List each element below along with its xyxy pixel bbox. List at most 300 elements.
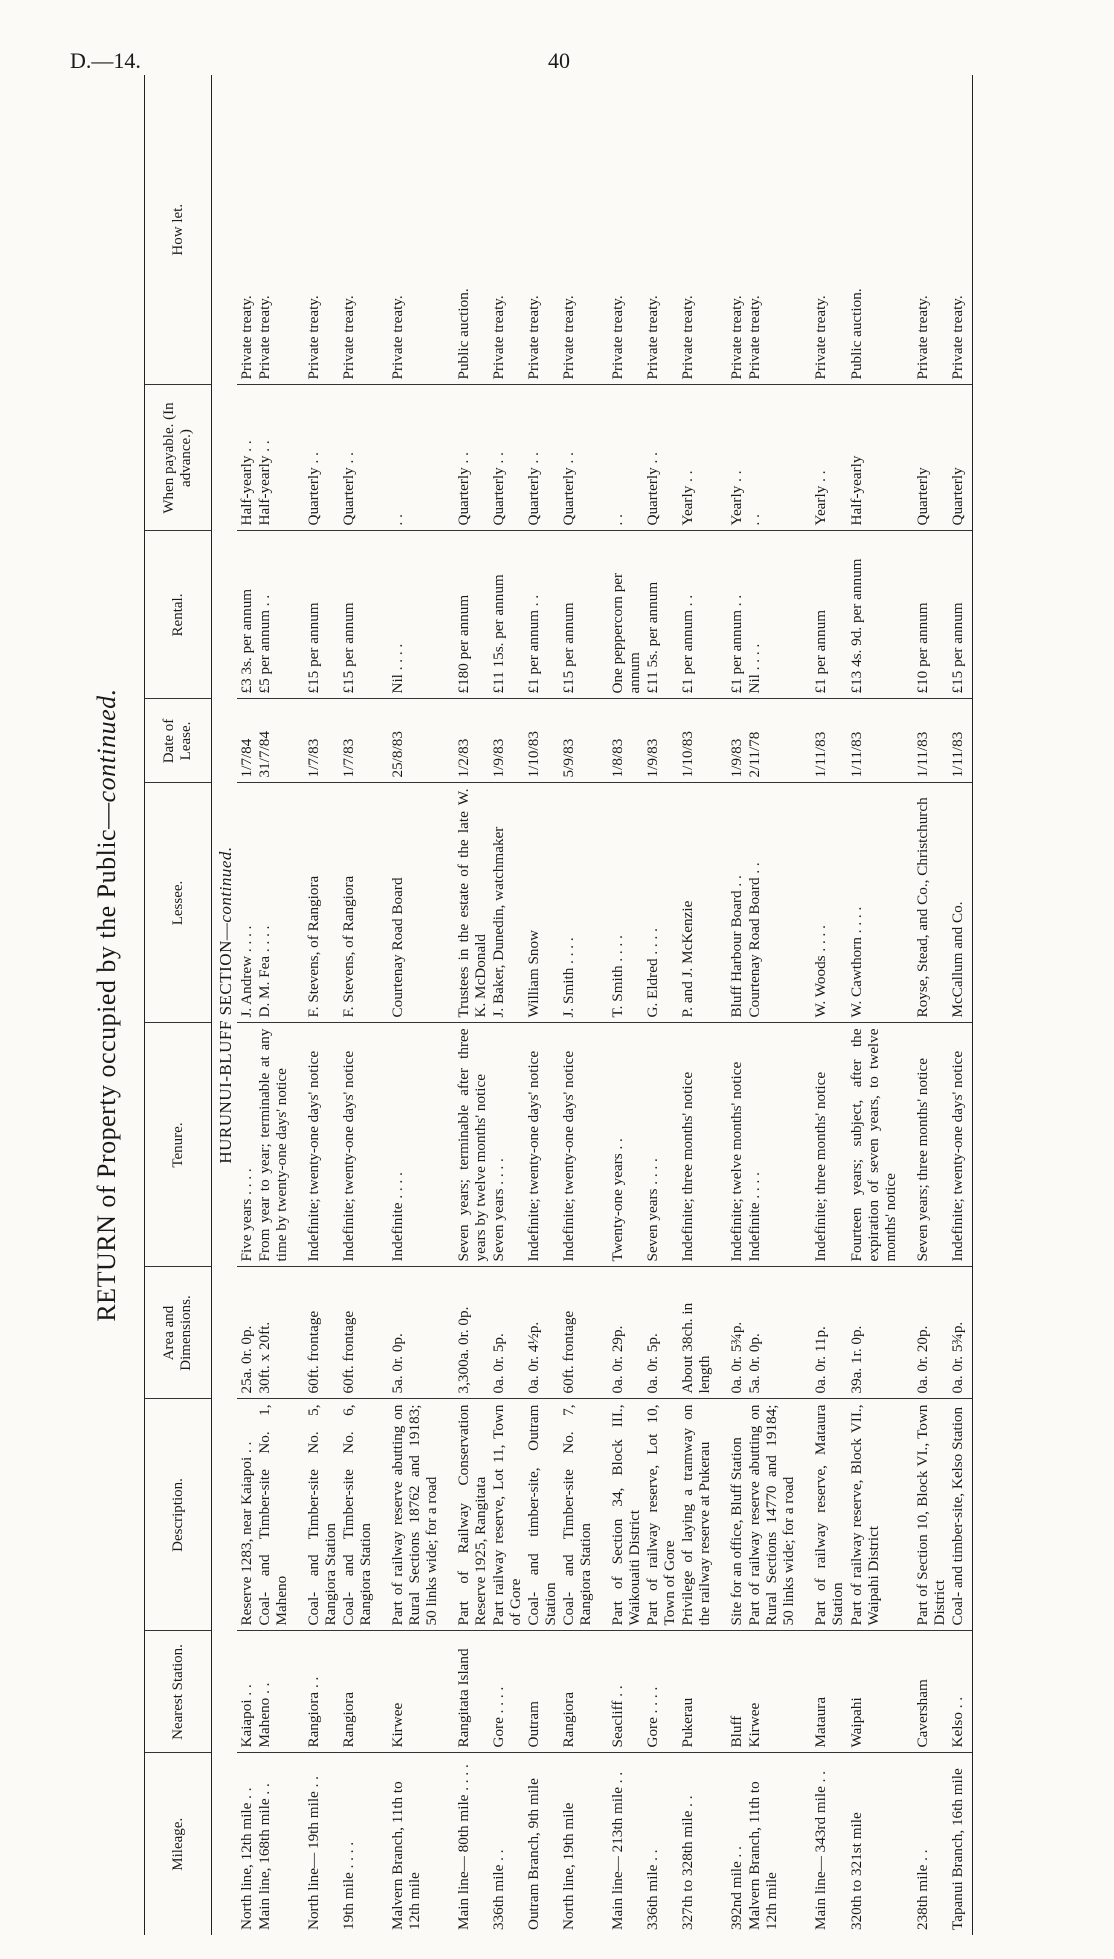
cell-payable: . . [388,385,440,531]
table-row [339,75,374,1935]
cell-mileage: 392nd mile . . [728,1846,746,1930]
spacer-cell [290,1399,304,1631]
spacer-cell [899,1631,913,1753]
spacer-cell [713,385,727,531]
spacer-cell [594,531,608,699]
cell-description: Coal- and Timber-site No. 7, Rangiora Station [559,1399,594,1631]
cell-description: Coal- and Timber-site No. 5, Rangiora Station [304,1399,339,1631]
row-spacer [713,75,727,1935]
spacer-cell [440,699,454,783]
cell-description: Coal- and timber-site, Kelso Station [948,1399,973,1631]
cell-lessee: W. Cawthorn . . . . [847,783,899,1023]
spacer-cell [594,75,608,385]
spacer-cell [797,783,811,1023]
spacer-cell [290,531,304,699]
cell-date: 1/11/83 [811,699,846,783]
cell-area: 0a. 0r. 29p. [608,1267,643,1399]
cell-description: Part railway reserve, Lot 11, Town of Gore [489,1399,524,1631]
cell-date: 1/7/83 [339,699,374,783]
cell-rental: £1 per annum . . [727,531,745,699]
cell-tenure: Indefinite; twenty-one days' notice [304,1023,339,1267]
row-spacer [374,75,388,1935]
table-row [727,75,745,1935]
column-header: Area and Dimensions. [145,1267,212,1399]
cell-mileage: 327th to 328th mile . . [679,1795,697,1930]
spacer-cell [290,1023,304,1267]
cell-mileage: 336th mile . . [490,1849,508,1930]
spacer-cell [899,1399,913,1631]
column-header: Date of Lease. [145,699,212,783]
spacer-cell [797,1399,811,1631]
cell-mileage: North line— 19th mile . . [305,1776,323,1930]
cell-how: Private treaty. [559,75,594,385]
cell-how: Private treaty. [913,75,948,385]
cell-station: Kirwee [388,1631,440,1753]
cell-payable: Half-yearly [847,385,899,531]
spacer-cell [899,531,913,699]
spacer-cell [594,1023,608,1267]
spacer-cell [797,1267,811,1399]
spacer-cell [899,1267,913,1399]
cell-tenure: Indefinite; twenty-one days' notice [559,1023,594,1267]
cell-station: Kelso . . [948,1631,973,1753]
cell-rental: £11 15s. per annum [489,531,524,699]
cell-station: Waipahi [847,1631,899,1753]
table-row [608,75,643,1935]
cell-mileage: Main line— 80th mile . . . . [455,1764,473,1930]
cell-payable: Half-yearly . . [255,385,290,531]
cell-area: 25a. 0r. 0p. [237,1267,255,1399]
cell-station: Bluff [727,1631,745,1753]
cell-rental: £15 per annum [304,531,339,699]
cell-area: 0a. 0r. 5¾p. [727,1267,745,1399]
cell-how: Private treaty. [524,75,559,385]
spacer-cell [713,1631,727,1753]
cell-lessee: Courtenay Road Board . . [745,783,797,1023]
cell-area: 0a. 0r. 11p. [811,1267,846,1399]
cell-description: Coal- and Timber-site No. 1, Maheno [255,1399,290,1631]
table-row [388,75,440,1935]
cell-how: Private treaty. [678,75,713,385]
spacer-cell [374,1267,388,1399]
spacer-cell [440,1267,454,1399]
cell-description: Part of railway reserve, Mataura Station [811,1399,846,1631]
cell-how: Private treaty. [948,75,973,385]
cell-date: 1/11/83 [847,699,899,783]
cell-mileage: North line, 12th mile . . [238,1787,256,1930]
spacer-cell [797,75,811,385]
rotated-page-content [48,75,1058,1935]
cell-date: 2/11/78 [745,699,797,783]
cell-mileage: Main line— 213th mile . . [609,1771,627,1930]
column-header: Lessee. [145,783,212,1023]
spacer-cell [440,75,454,385]
spacer-cell [713,699,727,783]
section-name: HURUNUI-BLUFF SECTION— [216,922,235,1164]
cell-description: Part of Railway Conservation Reserve 1925, Rangitata [454,1399,489,1631]
cell-station: Rangiora [339,1631,374,1753]
cell-area: 0a. 0r. 4½p. [524,1267,559,1399]
spacer-cell [374,1631,388,1753]
cell-date: 1/2/83 [454,699,489,783]
cell-lessee: J. Baker, Dunedin, watchmaker [489,783,524,1023]
spacer-cell [374,783,388,1023]
spacer-cell [899,1753,913,1935]
cell-lessee: G. Eldred . . . . [643,783,678,1023]
cell-lessee: Courtenay Road Board [388,783,440,1023]
spacer-cell [899,1023,913,1267]
cell-payable: Quarterly . . [339,385,374,531]
page-title [92,75,122,1935]
cell-how: Private treaty. [388,75,440,385]
cell-tenure: Indefinite; twenty-one days' notice [339,1023,374,1267]
cell-date: 1/9/83 [489,699,524,783]
spacer-cell [290,1753,304,1935]
row-spacer [290,75,304,1935]
cell-description: Site for an office, Bluff Station [727,1399,745,1631]
column-header: Mileage. [145,1753,212,1935]
cell-how: Private treaty. [608,75,643,385]
cell-description: Part of Section 34, Block III., Waikouaiti District [608,1399,643,1631]
cell-station: Gore . . . . [489,1631,524,1753]
cell-station: Mataura [811,1631,846,1753]
cell-date: 1/9/83 [727,699,745,783]
cell-tenure: Five years . . . . [237,1023,255,1267]
cell-area: 60ft. frontage [339,1267,374,1399]
spacer-cell [713,1399,727,1631]
section-heading-row [212,75,238,1935]
cell-how: Private treaty. [237,75,255,385]
table-row [304,75,339,1935]
cell-area: 0a. 0r. 5¾p. [948,1267,973,1399]
cell-payable: Quarterly . . [489,385,524,531]
cell-lessee: McCallum and Co. [948,783,973,1023]
spacer-cell [290,783,304,1023]
cell-date: 1/7/84 [237,699,255,783]
spacer-cell [594,1267,608,1399]
document-reference: D.—14. [70,48,141,73]
spacer-cell [440,385,454,531]
spacer-cell [594,1399,608,1631]
header-row [145,75,212,1935]
cell-station: Maheno . . [255,1631,290,1753]
spacer-cell [440,1399,454,1631]
cell-tenure: Indefinite; twenty-one days' notice [948,1023,973,1267]
cell-payable: Quarterly . . [643,385,678,531]
cell-rental: £10 per annum [913,531,948,699]
cell-station: Rangiora [559,1631,594,1753]
cell-date: 5/9/83 [559,699,594,783]
table-row [643,75,678,1935]
table-header [145,75,212,1935]
cell-rental: £15 per annum [339,531,374,699]
cell-rental: £1 per annum [811,531,846,699]
table-row [489,75,524,1935]
cell-station: Gore . . . . [643,1631,678,1753]
cell-lessee: D. M. Fea . . . . [255,783,290,1023]
cell-description: Reserve 1283, near Kaiapoi . . [237,1399,255,1631]
table-row [524,75,559,1935]
cell-payable: Quarterly [913,385,948,531]
cell-tenure: Seven years; terminable after three years by twelve months' notice [454,1023,489,1267]
cell-how: Private treaty. [489,75,524,385]
cell-how: Public auction. [454,75,489,385]
cell-rental: £1 per annum . . [678,531,713,699]
cell-description: Coal- and Timber-site No. 6, Rangiora Station [339,1399,374,1631]
cell-area: 5a. 0r. 0p. [745,1267,797,1399]
cell-mileage: Malvern Branch, 11th to 12th mile [746,1781,781,1930]
spacer-cell [290,385,304,531]
spacer-cell [440,531,454,699]
spacer-cell [290,1631,304,1753]
cell-date: 25/8/83 [388,699,440,783]
cell-lessee: Trustees in the estate of the late W. K. McDonald [454,783,489,1023]
cell-station: Kaiapoi . . [237,1631,255,1753]
title-main: RETURN of Property occupied by the Public— [92,802,121,1322]
cell-how: Private treaty. [304,75,339,385]
cell-tenure: From year to year; terminable at any time by twenty-one days' notice [255,1023,290,1267]
cell-payable: Yearly . . [811,385,846,531]
cell-date: 1/11/83 [948,699,973,783]
cell-lessee: Bluff Harbour Board . . [727,783,745,1023]
cell-station: Pukerau [678,1631,713,1753]
cell-mileage: 238th mile . . [913,1849,931,1930]
cell-payable: Quarterly . . [304,385,339,531]
cell-mileage: Outram Branch, 9th mile [525,1778,543,1930]
spacer-cell [290,75,304,385]
cell-mileage: Tapanui Branch, 16th mile [948,1753,973,1935]
cell-lessee: William Snow [524,783,559,1023]
row-spacer [594,75,608,1935]
column-header: Description. [145,1399,212,1631]
cell-date: 1/10/83 [678,699,713,783]
cell-mileage: 19th mile . . . . [340,1841,358,1930]
cell-description: Part of railway reserve, Block VII., Waipahi District [847,1399,899,1631]
cell-lessee: T. Smith . . . . [608,783,643,1023]
cell-lessee: Royse, Stead, and Co., Christchurch [913,783,948,1023]
row-spacer [899,75,913,1935]
cell-payable: Quarterly . . [454,385,489,531]
spacer-cell [797,531,811,699]
cell-tenure: Indefinite; three months' notice [811,1023,846,1267]
title-italic: continued. [92,688,121,803]
spacer-cell [899,699,913,783]
spacer-cell [290,699,304,783]
cell-rental: £15 per annum [948,531,973,699]
cell-tenure: Indefinite . . . . [745,1023,797,1267]
spacer-cell [594,1753,608,1935]
cell-description: Privilege of laying a tramway on the railway reserve at Pukerau [678,1399,713,1631]
cell-how: Private treaty. [811,75,846,385]
spacer-cell [797,1631,811,1753]
cell-how: Private treaty. [727,75,745,385]
cell-payable: . . [745,385,797,531]
cell-rental: £1 per annum . . [524,531,559,699]
cell-lessee: F. Stevens, of Rangiora [304,783,339,1023]
cell-date: 31/7/84 [255,699,290,783]
spacer-cell [440,783,454,1023]
cell-mileage: Main line, 168th mile . . [256,1783,274,1930]
cell-rental: £13 4s. 9d. per annum [847,531,899,699]
cell-mileage: 320th to 321st mile [847,1812,865,1930]
spacer-cell [374,531,388,699]
cell-date: 1/11/83 [913,699,948,783]
page-number: 40 [548,48,570,73]
spacer-cell [899,75,913,385]
cell-area: 39a. 1r. 0p. [847,1267,899,1399]
cell-payable: Half-yearly . . [237,385,255,531]
cell-lessee: P. and J. McKenzie [678,783,713,1023]
cell-rental: £180 per annum [454,531,489,699]
spacer-cell [374,1023,388,1267]
cell-mileage: 336th mile . . [644,1849,662,1930]
cell-area: 5a. 0r. 0p. [388,1267,440,1399]
cell-tenure: Indefinite; twenty-one days' notice [524,1023,559,1267]
cell-tenure: Indefinite; three months' notice [678,1023,713,1267]
column-header: Rental. [145,531,212,699]
cell-payable: . . [608,385,643,531]
cell-date: 1/9/83 [643,699,678,783]
column-header: How let. [145,75,212,385]
cell-area: 30ft. x 20ft. [255,1267,290,1399]
spacer-cell [374,75,388,385]
cell-station: Kirwee [745,1631,797,1753]
cell-area: About 38ch. in length [678,1267,713,1399]
table-row [678,75,713,1935]
spacer-cell [440,1753,454,1935]
cell-how: Public auction. [847,75,899,385]
cell-station: Seacliff . . [608,1631,643,1753]
cell-payable: Yearly . . [678,385,713,531]
cell-rental: £5 per annum . . [255,531,290,699]
column-header: Nearest Station. [145,1631,212,1753]
spacer-cell [713,783,727,1023]
spacer-cell [594,1631,608,1753]
table-row [811,75,846,1935]
cell-rental: £15 per annum [559,531,594,699]
cell-rental: £3 3s. per annum [237,531,255,699]
cell-station: Caversham [913,1631,948,1753]
column-header: When payable. (In advance.) [145,385,212,531]
cell-mileage: Malvern Branch, 11th to 12th mile [389,1781,424,1930]
table-row [948,75,973,1935]
spacer-cell [899,783,913,1023]
property-table-wrapper [144,75,973,1935]
spacer-cell [713,531,727,699]
cell-date: 1/10/83 [524,699,559,783]
cell-area: 0a. 0r. 5p. [489,1267,524,1399]
cell-description: Part of railway reserve, Lot 10, Town of Gore [643,1399,678,1631]
cell-tenure: Seven years . . . . [489,1023,524,1267]
cell-tenure: Fourteen years; subject, after the expiration of seven years, to twelve months' notice [847,1023,899,1267]
spacer-cell [713,1267,727,1399]
cell-payable: Quarterly . . [524,385,559,531]
table-row [913,75,948,1935]
cell-tenure: Indefinite; twelve months' notice [727,1023,745,1267]
cell-payable: Quarterly . . [559,385,594,531]
cell-tenure: Twenty-one years . . [608,1023,643,1267]
property-table [144,75,973,1935]
cell-lessee: J. Smith . . . . [559,783,594,1023]
cell-tenure: Indefinite . . . . [388,1023,440,1267]
cell-payable: Yearly . . [727,385,745,531]
cell-description: Coal- and timber-site, Outram Station [524,1399,559,1631]
cell-station: Rangitata Island [454,1631,489,1753]
cell-area: 0a. 0r. 20p. [913,1267,948,1399]
cell-mileage: North line, 19th mile [560,1802,578,1930]
spacer-cell [797,1023,811,1267]
cell-description: Part of railway reserve abutting on Rural Sections 14770 and 19184; 50 links wide; for a road [745,1399,797,1631]
cell-station: Rangiora . . [304,1631,339,1753]
spacer-cell [594,699,608,783]
cell-area: 0a. 0r. 5p. [643,1267,678,1399]
cell-mileage: Main line— 343rd mile . . [812,1770,830,1930]
spacer-cell [594,783,608,1023]
spacer-cell [374,385,388,531]
table-row [454,75,489,1935]
cell-lessee: J. Andrew . . . . [237,783,255,1023]
cell-how: Private treaty. [745,75,797,385]
spacer-cell [374,1399,388,1631]
cell-area: 60ft. frontage [559,1267,594,1399]
cell-rental: Nil . . . . [745,531,797,699]
spacer-cell [374,1753,388,1935]
cell-date: 1/7/83 [304,699,339,783]
row-spacer [797,75,811,1935]
cell-tenure: Seven years; three months' notice [913,1023,948,1267]
cell-area: 3,300a. 0r. 0p. [454,1267,489,1399]
table-body [212,75,973,1935]
cell-rental: Nil . . . . [388,531,440,699]
section-heading [212,75,238,1935]
column-header: Tenure. [145,1023,212,1267]
cell-station: Outram [524,1631,559,1753]
table-row [237,75,255,1935]
spacer-cell [797,1753,811,1935]
row-spacer [440,75,454,1935]
table-row [745,75,797,1935]
cell-area: 60ft. frontage [304,1267,339,1399]
spacer-cell [713,1753,727,1935]
table-row [255,75,290,1935]
spacer-cell [374,699,388,783]
cell-payable: Quarterly [948,385,973,531]
spacer-cell [713,1023,727,1267]
spacer-cell [440,1023,454,1267]
cell-description: Part of Section 10, Block VI., Town District [913,1399,948,1631]
spacer-cell [290,1267,304,1399]
cell-how: Private treaty. [643,75,678,385]
spacer-cell [797,385,811,531]
spacer-cell [713,75,727,385]
spacer-cell [594,385,608,531]
cell-rental: £11 5s. per annum [643,531,678,699]
cell-description: Part of railway reserve abutting on Rural Sections 18762 and 19183; 50 links wide; for a road [388,1399,440,1631]
cell-lessee: F. Stevens, of Rangiora [339,783,374,1023]
cell-tenure: Seven years . . . . [643,1023,678,1267]
table-row [847,75,899,1935]
cell-date: 1/8/83 [608,699,643,783]
cell-how: Private treaty. [339,75,374,385]
spacer-cell [797,699,811,783]
cell-how: Private treaty. [255,75,290,385]
spacer-cell [899,385,913,531]
cell-lessee: W. Woods . . . . [811,783,846,1023]
table-row [559,75,594,1935]
spacer-cell [440,1631,454,1753]
cell-rental: One peppercorn per annum [608,531,643,699]
section-italic: continued. [216,846,235,923]
